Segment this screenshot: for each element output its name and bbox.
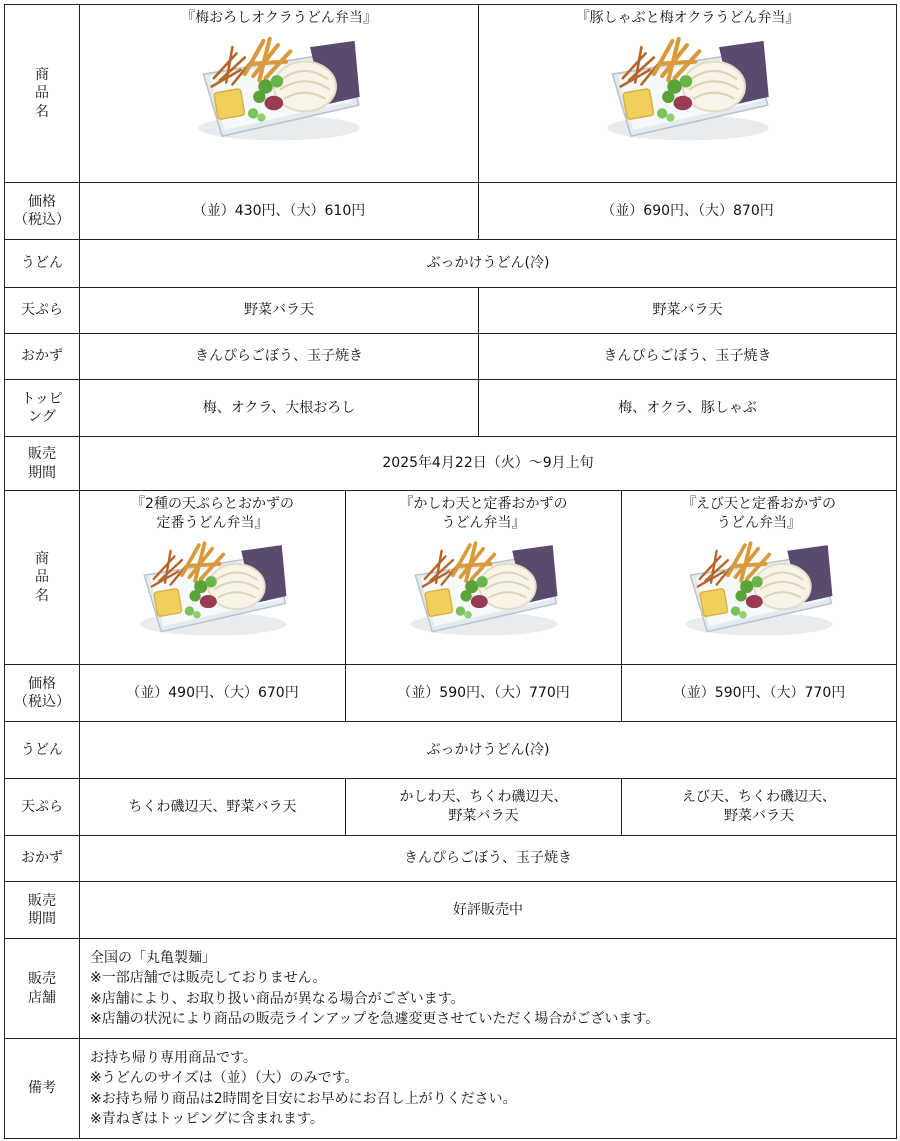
label-product-name: 商 品 名 xyxy=(5,5,80,183)
label-sale-period: 販売 期間 xyxy=(5,882,80,939)
stores-line: ※店舗の状況により商品の販売ラインアップを急遽変更させていただく場合がございます。 xyxy=(90,1010,660,1027)
stores-line: 全国の「丸亀製麺」 xyxy=(90,949,216,966)
row-period-2 xyxy=(5,882,897,939)
bento-spec-sheet xyxy=(4,4,896,1139)
okazu: きんぴらごぼう、玉子焼き xyxy=(479,334,897,380)
label-price: 価格 （税込） xyxy=(5,183,80,240)
row-stores xyxy=(5,939,897,1039)
bento-photo xyxy=(191,32,367,142)
price: （並）590円、（大）770円 xyxy=(346,665,622,722)
row-tempura-2 xyxy=(5,779,897,836)
row-price-1 xyxy=(5,183,897,240)
product-name: 『2種の天ぷらとおかずの 定番うどん弁当』 xyxy=(131,496,294,531)
tempura: 野菜バラ天 xyxy=(80,288,479,334)
label-udon: うどん xyxy=(5,722,80,779)
row-okazu-1 xyxy=(5,334,897,380)
sale-period: 2025年4月22日（火）～9月上旬 xyxy=(80,437,897,491)
label-okazu: おかず xyxy=(5,836,80,882)
sale-period: 好評販売中 xyxy=(80,882,897,939)
bento-photo xyxy=(404,537,564,637)
udon-type: ぶっかけうどん(冷) xyxy=(80,240,897,288)
row-period-1 xyxy=(5,437,897,491)
bento-photo xyxy=(679,537,839,637)
row-tempura-1 xyxy=(5,288,897,334)
tempura: ちくわ磯辺天、野菜バラ天 xyxy=(80,779,346,836)
topping: 梅、オクラ、大根おろし xyxy=(80,380,479,437)
label-price: 価格 （税込） xyxy=(5,665,80,722)
label-sale-period: 販売 期間 xyxy=(5,437,80,491)
remarks-notes xyxy=(80,1039,897,1139)
stores-line: ※一部店舗では販売しておりません。 xyxy=(90,970,327,987)
price: （並）490円、（大）670円 xyxy=(80,665,346,722)
row-product-name-2 xyxy=(5,491,897,665)
label-tempura: 天ぷら xyxy=(5,288,80,334)
label-topping: トッピ ング xyxy=(5,380,80,437)
stores-line: ※店舗により、お取り扱い商品が異なる場合がございます。 xyxy=(90,990,465,1007)
remarks-line: ※青ねぎはトッピングに含まれます。 xyxy=(90,1110,324,1127)
label-tempura: 天ぷら xyxy=(5,779,80,836)
product-name: 『かしわ天と定番おかずの うどん弁当』 xyxy=(399,496,568,531)
row-product-name-1 xyxy=(5,5,897,183)
bento-photo xyxy=(133,537,293,637)
product-name: 『梅おろしオクラうどん弁当』 xyxy=(181,10,377,26)
row-topping-1 xyxy=(5,380,897,437)
remarks-line: ※お持ち帰り商品は2時間を目安にお早めにお召し上がりください。 xyxy=(90,1090,517,1107)
udon-type: ぶっかけうどん(冷) xyxy=(80,722,897,779)
product-cell-kashiwa-ten xyxy=(346,491,622,665)
row-udon-1 xyxy=(5,240,897,288)
product-name: 『豚しゃぶと梅オクラうどん弁当』 xyxy=(575,10,800,26)
label-udon: うどん xyxy=(5,240,80,288)
remarks-line: お持ち帰り専用商品です。 xyxy=(90,1049,257,1066)
topping: 梅、オクラ、豚しゃぶ xyxy=(479,380,897,437)
product-cell-ume-oroshi-okra xyxy=(80,5,479,183)
tempura: えび天、ちくわ磯辺天、 野菜バラ天 xyxy=(622,779,897,836)
tempura: かしわ天、ちくわ磯辺天、 野菜バラ天 xyxy=(346,779,622,836)
product-cell-butashabu-ume-okra xyxy=(479,5,897,183)
okazu: きんぴらごぼう、玉子焼き xyxy=(80,836,897,882)
product-table xyxy=(4,4,897,1139)
product-cell-ebi-ten xyxy=(622,491,897,665)
product-name: 『えび天と定番おかずの うどん弁当』 xyxy=(682,496,837,531)
bento-photo xyxy=(600,32,776,142)
remarks-line: ※うどんのサイズは（並）（大）のみです。 xyxy=(90,1070,359,1087)
label-okazu: おかず xyxy=(5,334,80,380)
product-cell-2-tempura xyxy=(80,491,346,665)
price: （並）690円、（大）870円 xyxy=(479,183,897,240)
tempura: 野菜バラ天 xyxy=(479,288,897,334)
label-product-name: 商 品 名 xyxy=(5,491,80,665)
stores-notes xyxy=(80,939,897,1039)
row-okazu-2 xyxy=(5,836,897,882)
row-udon-2 xyxy=(5,722,897,779)
price: （並）430円、（大）610円 xyxy=(80,183,479,240)
okazu: きんぴらごぼう、玉子焼き xyxy=(80,334,479,380)
label-remarks: 備考 xyxy=(5,1039,80,1139)
label-stores: 販売 店舗 xyxy=(5,939,80,1039)
price: （並）590円、（大）770円 xyxy=(622,665,897,722)
row-price-2 xyxy=(5,665,897,722)
row-remarks xyxy=(5,1039,897,1139)
